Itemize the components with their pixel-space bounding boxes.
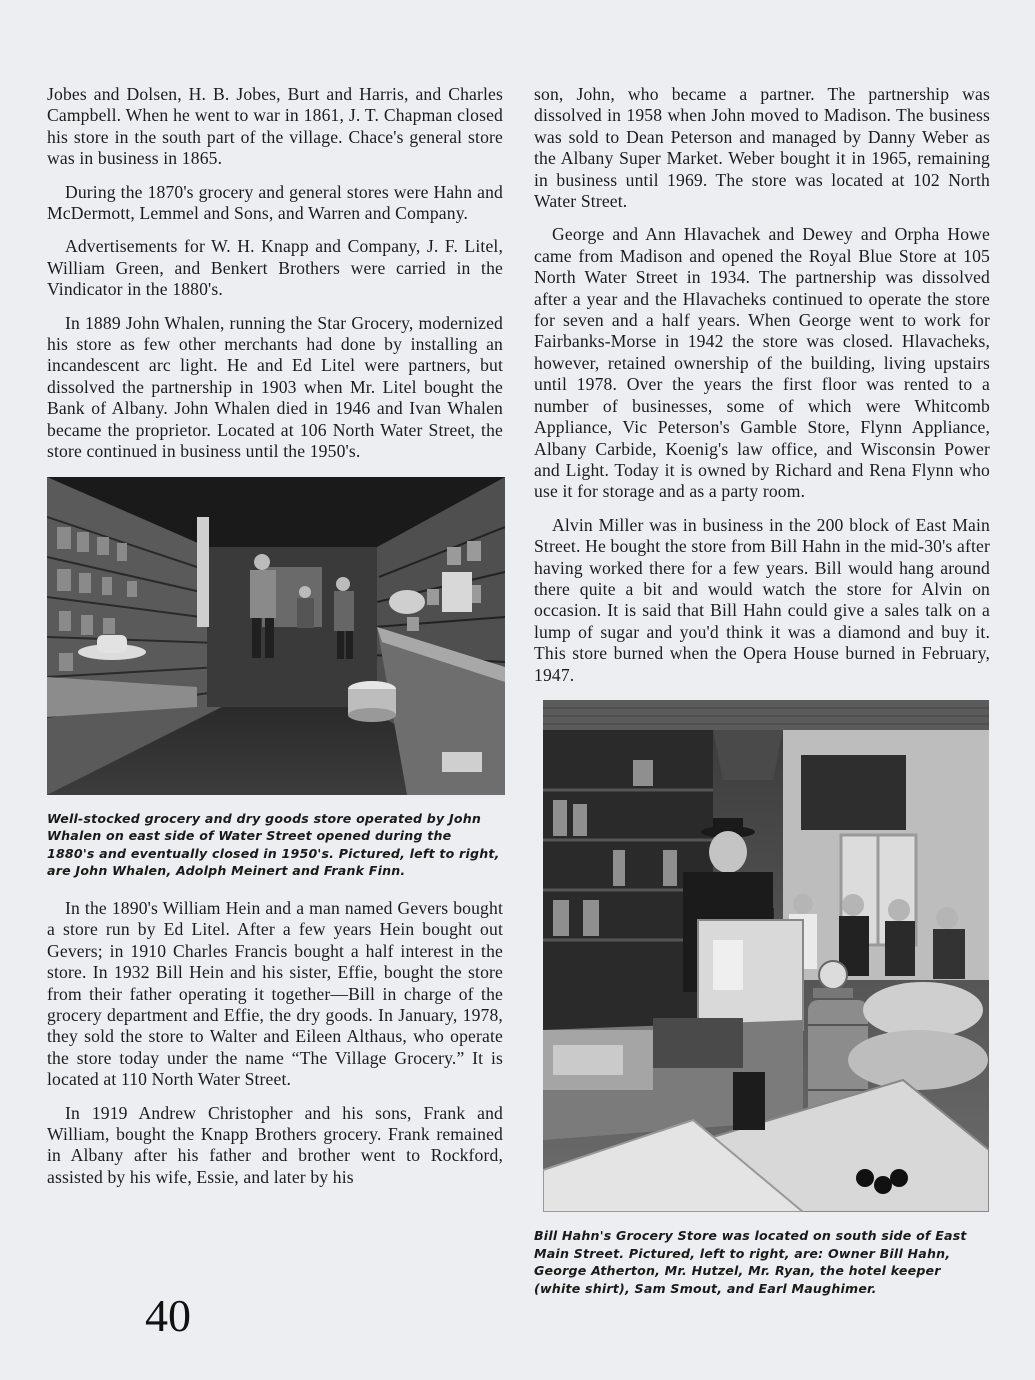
page-number: 40: [145, 1290, 191, 1341]
photo-caption-whalen: Well-stocked grocery and dry goods store operated by John Whalen on east side of Water Street opened during the 1880's and eventually closed in 1950's. Pictured, left to right, are John Whalen, Adolph Meinert and Frank Finn.: [47, 810, 500, 879]
paragraph-john-partner: son, John, who became a partner. The partnership was dissolved in 1958 when John moved to Madison. The business was sold to Dean Peterson and managed by Danny Weber as the Albany Super Market. Weber bought it in 1965, remaining in business until 1969. The store was located at 102 North Water Street.: [534, 84, 990, 212]
paragraph-hlavachek: George and Ann Hlavachek and Dewey and Orpha Howe came from Madison and opened the Royal Blue Store at 105 North Water Street in 1934. The partnership was dissolved after a year and the Hlavacheks continued to operate the store for seven and a half years. When George went to work for Fairbanks-Morse in 1942 the store was closed. Hlavacheks, however, retained ownership of the building, living upstairs until 1978. Over the years the first floor was rented to a number of businesses, some of which were Whitcomb Appliance, Vic Peterson's Gamble Store, Flynn Appliance, Albany Carbide, Koenig's law office, and Wisconsin Power and Light. Today it is owned by Richard and Rena Flynn who use it for storage and as a party room.: [534, 224, 990, 502]
photo-caption-hahn: Bill Hahn's Grocery Store was located on south side of East Main Street. Pictured, left to right, are: Owner Bill Hahn, George Atherton, Mr. Hutzel, Mr. Ryan, the hotel keeper (white shirt), Sam Smout, and Earl Maughimer.: [534, 1227, 967, 1296]
paragraph-alvin-miller: Alvin Miller was in business in the 200 block of East Main Street. He bought the store from Bill Hahn in the mid-30's after having worked there for a few years. Bill would hang around there quite a bit and would watch the store for Alvin on occasion. It is said that Bill Hahn could give a sales talk on a lump of sugar and you'd think it was a diamond and buy it. This store burned when the Opera House burned in February, 1947.: [534, 514, 990, 685]
paragraph-william-hein: In the 1890's William Hein and a man named Gevers bought a store run by Ed Litel. After a few years Hein bought out Gevers; in 1910 Charles Francis bought a half interest in the store. In 1932 Bill Hein and his sister, Effie, bought the store from their father operating it together—Bill in charge of the grocery department and Effie, the dry goods. In January, 1978, they sold the store to Walter and Eileen Althaus, who operate the store today under the name “The Village Grocery.” It is located at 110 North Water Street.: [47, 897, 503, 1090]
paragraph-john-whalen: In 1889 John Whalen, running the Star Grocery, modernized his store as few other merchants had done by installing an incandescent arc light. He and Ed Litel were partners, but dissolved the partnership in 1903 when Mr. Litel bought the Bank of Albany. John Whalen died in 1946 and Ivan Whalen became the proprietor. Located at 106 North Water Street, the store continued in business until the 1950's.: [47, 312, 503, 462]
paragraph-advertisements: Advertisements for W. H. Knapp and Company, J. F. Litel, William Green, and Benkert Brothers were carried in the Vindicator in the 1880's.: [47, 236, 503, 300]
right-column: [534, 84, 990, 1315]
paragraph-andrew-christopher: In 1919 Andrew Christopher and his sons, Frank and William, bought the Knapp Brothers grocery. Frank remained in Albany after his father and brother went to Rockford, assisted by his wife, Essie, and later by his: [47, 1102, 503, 1187]
grocery-interior-illustration: [47, 477, 505, 795]
photo-bill-hahn-store: [543, 700, 989, 1212]
hahn-store-illustration: [543, 700, 989, 1212]
left-column: [47, 84, 503, 1200]
photo-whalen-grocery-interior: [47, 477, 505, 795]
paragraph-1870s-stores: During the 1870's grocery and general stores were Hahn and McDermott, Lemmel and Sons, and Warren and Company.: [47, 181, 503, 224]
paragraph-jobes-dolsen: Jobes and Dolsen, H. B. Jobes, Burt and Harris, and Charles Campbell. When he went to war in 1861, J. T. Chapman closed his store in the south part of the village. Chace's general store was in business in 1865.: [47, 84, 503, 169]
